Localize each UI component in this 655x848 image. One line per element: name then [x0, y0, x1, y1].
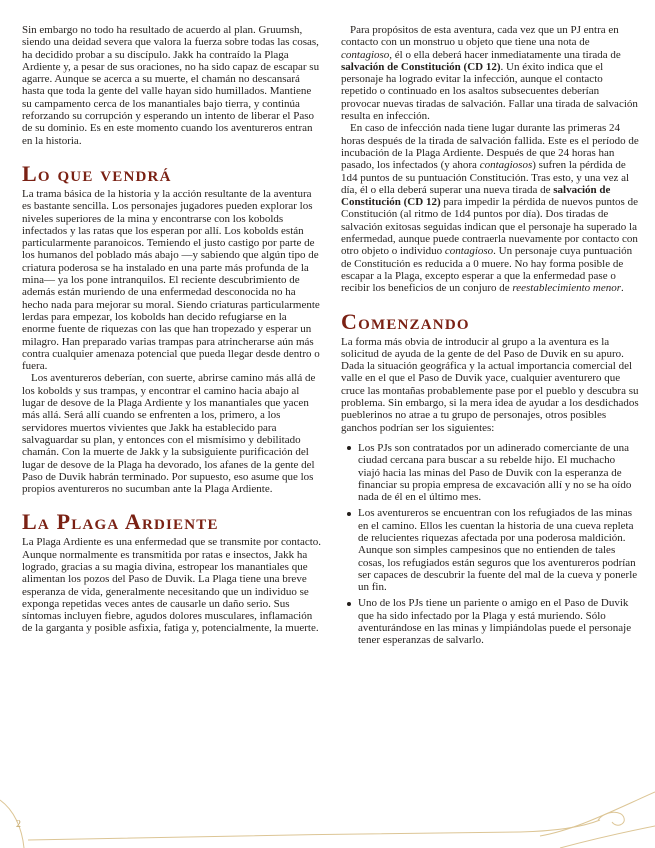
bullet-icon	[347, 602, 351, 606]
list-item	[341, 597, 639, 646]
term-contagioso: contagioso	[341, 48, 390, 61]
hook-text: Los aventureros se encuentran con los refugiados de las minas en el camino. Ellos les cuentan la historia de una cueva repleta de relucientes riquezas afectada por una poderosa maldición. Aunque son simples campesinos que no entienden de tales cosas, los refugiados están seguros que los aventureros podrían ser capaces de descubrir la fuente del mal de la cueva y ponerle un fin.	[358, 507, 638, 594]
paragraph: Los aventureros deberían, con suerte, abrirse camino más allá de los kobolds y sus trampas, y encontrar el camino hacia abajo al lugar de desove de la Plaga Ardiente y los manantiales que yacen más allá. Será allí cuando se enfrenten a los, primero, a los servidores muertos vivientes que Jakk ha establecido para salvaguardar su plan, y entonces con el mismísimo y debilitado chamán. Con la muerte de Jakk y la subsiguiente purificación del lugar de desove de la Plaga ha devorado, los afanes de la gente del Paso de Duvik habrán terminado. Por supuesto, eso asume que los propios aventureros no sucumban ante la Plaga Ardiente.	[22, 372, 316, 496]
text-segment: .	[621, 282, 624, 295]
paragraph: La trama básica de la historia y la acción resultante de la aventura es bastante sencilla. Los personajes jugadores pueden explorar los niveles superiores de la mina y encontrarse con los kobolds infectados y las ratas que los esperan por allí. Los kobolds están particularmente paranoicos. Temiendo el justo castigo por parte de los humanos del poblado más abajo —y sabiendo que algún tipo de criatura poderosa se ha instalado en una parte más profunda de la mina— ya los pone intranquilos. El reciente descubrimiento de además están muriendo de una enfermedad desconocida no ha hecho nada para mejorar su moral. Siendo criaturas particularmente lerdas para empezar, los kobolds han decido refugiarse en la enorme fuente de riquezas con las que han tropezado y esperar un milagro. Han preparado varias trampas para atrincherarse aún más contra cualquier amenaza potencial que pueda llegar desde dentro o fuera.	[22, 187, 320, 373]
text-segment: . Un éxito indica que el personaje ha logrado evitar la infección, aunque el contacto repetido o continuado en los asaltos subsecuentes deberían provocar nuevas tiradas de salvación. Fallar una tirada de salvación resulta en infección.	[341, 60, 638, 123]
section-heading-lo-que-vendra: Lo que vendrá	[22, 160, 172, 186]
adventure-hooks-list	[341, 442, 639, 647]
section-heading-la-plaga-ardiente: La Plaga Ardiente	[22, 509, 219, 535]
term-contagiosos: contagiosos	[479, 159, 533, 172]
list-item	[341, 507, 639, 593]
section-heading-comenzando: Comenzando	[341, 308, 470, 334]
bullet-icon	[347, 446, 351, 450]
bottom-ornament	[0, 770, 655, 848]
spell-name: reestablecimiento menor	[512, 282, 622, 295]
paragraph: La forma más obvia de introducir al grupo a la aventura es la solicitud de ayuda de la gente de del Paso de Duvik en su apuro. Dada la situación geográfica y la actual importancia comercial del valle en el que el Paso de Duvik yace, cualquier aventurero que cruce las montañas probablemente pase por el pueblo y descubra su problema. Sin embargo, si la mera idea de ayudar a los desdichados pueblerinos no atrae a tu grupo de personajes, otros posibles ganchos podrían ser los siguientes:	[341, 335, 639, 434]
ornament-baseline	[28, 820, 600, 840]
ornament-swirl	[598, 812, 624, 825]
paragraph: La Plaga Ardiente es una enfermedad que se transmite por contacto. Aunque normalmente es transmitida por ratas e insectos, Jakk ha logrado, gracias a su magia divina, estropear los manantiales que alimentan los pozos del Paso de Duvik. La Plaga tiene una breve esperanza de vida, generalmente necesitando que un individuo se exponga repetidas veces antes de causarle un daño serio. Sus síntomas incluyen fiebre, agudos dolores musculares, inflamación de la garganta y posible asfixia, fatiga y, potencialmente, la muerte.	[22, 536, 322, 635]
list-item	[341, 442, 639, 503]
intro-paragraph: Sin embargo no todo ha resultado de acuerdo al plan. Gruumsh, siendo una deidad severa que valora la fuerza sobre todas las cosas, ha decidido probar a su discípulo. Jakk ha contraído la Plaga Ardiente y, a pesar de sus oraciones, no ha sido capaz de escapar su agarre. Aunque se acerca a su muerte, el chamán no descansará hasta que toda la gente del valle hayan sido humillados. Mantiene su campamento cerca de los manantiales bajo tierra, y continúa reforzando su corrupción y esperando un intento de liberar el Paso de su dominio. Es en este momento cuando los aventureros entran en la historia.	[22, 24, 320, 147]
right-column	[341, 24, 639, 651]
text-segment: . Un personaje cuya puntuación de Constitución es reducida a 0 muere. No hay forma posible de escapar a la Plaga, excepto esperar a que la enfermedad pase o recibir los beneficios de un conjuro de	[341, 245, 633, 295]
text-segment: para impedir la pérdida de nuevos puntos de Constitución (al ritmo de 1d4 puntos por día). Dos tiradas de salvación exitosas seguidas indican que el personaje ha superado la enfermedad, aunque puede contraerla nuevamente por contacto con otro objeto o individuo	[341, 196, 638, 258]
left-column	[22, 24, 322, 635]
text-segment: , él o ella deberá hacer inmediatamente una tirada de	[389, 48, 621, 61]
hook-text: Los PJs son contratados por un adinerado comerciante de una ciudad cercana para buscar a su rebelde hijo. El muchacho viajó hacia las minas del Paso de Duvik con la esperanza de financiar su propia empresa de excavación allí y no se ha oído nada de él en el último mes.	[358, 441, 632, 504]
bullet-icon	[347, 512, 351, 516]
saving-throw-term: salvación de Constitución (CD 12)	[341, 183, 611, 209]
page-number: 2	[16, 819, 21, 830]
text-segment: ) sufren la pérdida de 1d4 puntos de su puntuación Constitución. Tras esto, y una vez al día, él o ella deberá superar una nueva tirada de	[341, 159, 630, 196]
saving-throw-term: salvación de Constitución (CD 12)	[341, 60, 501, 73]
text-segment: En caso de infección nada tiene lugar durante las primeras 24 horas después de la tirada de salvación fallida. Este es el período de incubación de la Plaga Ardiente. Después de que 24 horas han pasado, los infectados (y ahora	[341, 122, 639, 172]
text-segment: Para propósitos de esta aventura, cada vez que un PJ entra en contacto con un monstruo u objeto que tiene una nota de	[341, 24, 619, 49]
hook-text: Uno de los PJs tiene un pariente o amigo en el Paso de Duvik que ha sido infectado por la Plaga y está muriendo. Sólo aventurándose en las minas y limpiándolas puede el personaje tener esperanzas de salvarlo.	[358, 597, 632, 647]
infection-rules-paragraph	[341, 122, 639, 294]
ornament-lower-sweep	[560, 826, 655, 848]
contagion-rules-paragraph	[341, 24, 639, 122]
term-contagioso: contagioso	[444, 245, 494, 258]
